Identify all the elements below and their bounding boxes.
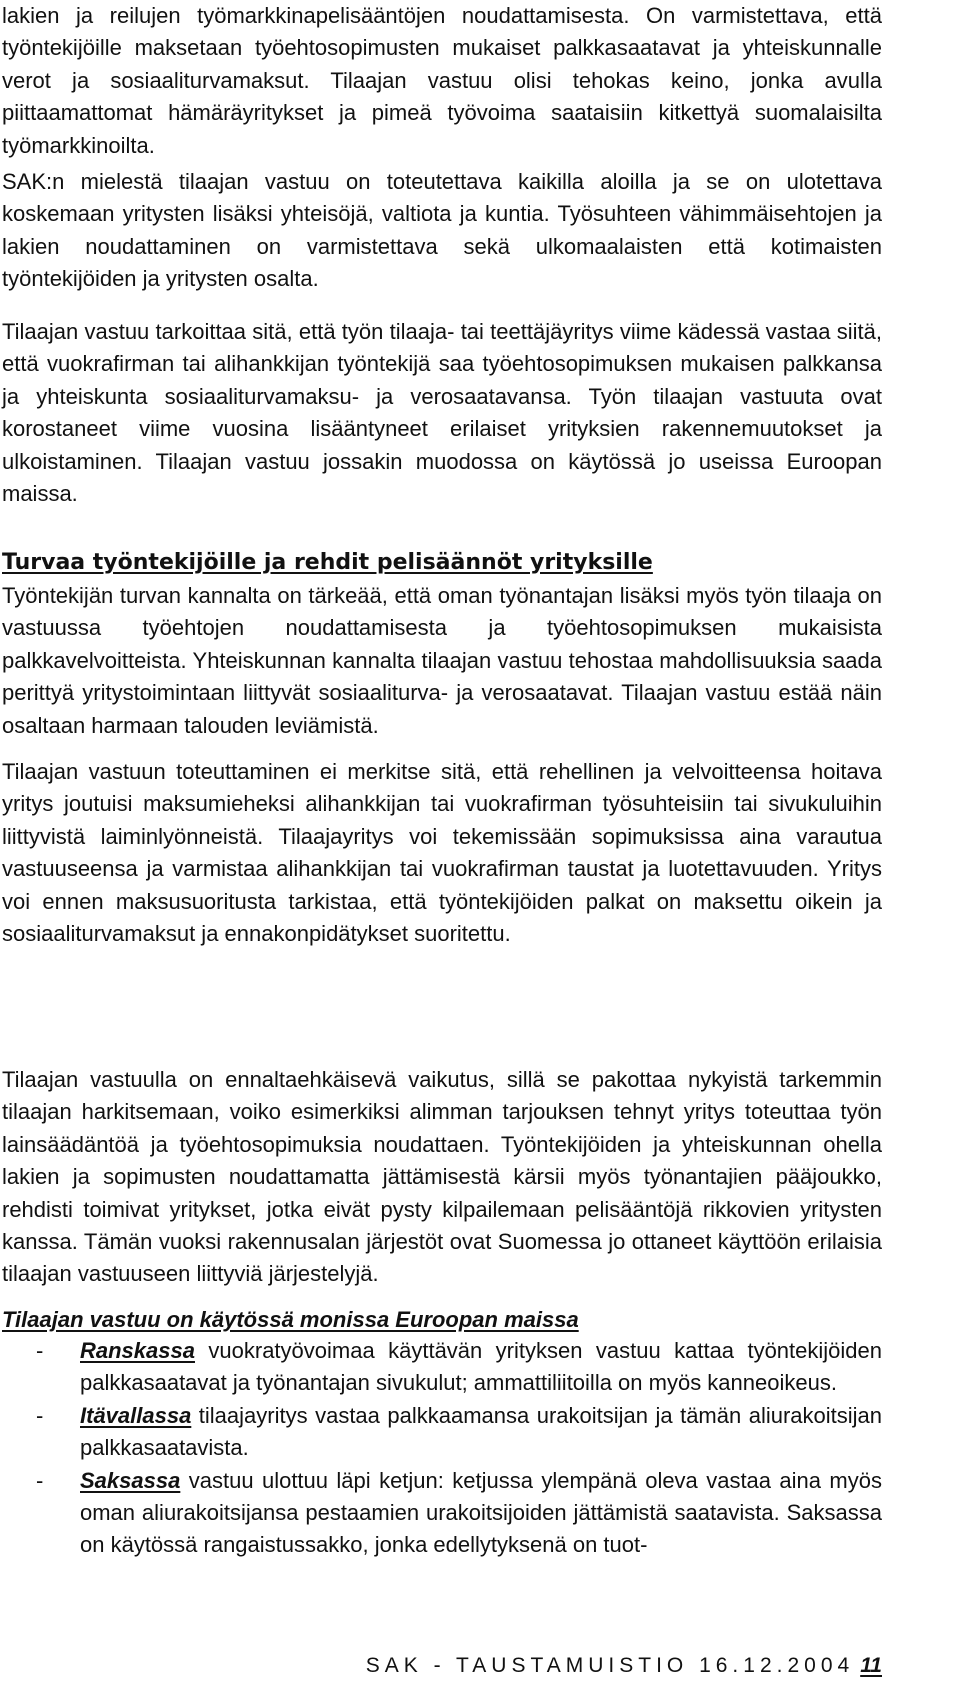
country-name: Ranskassa — [80, 1338, 195, 1363]
country-name: Itävallassa — [80, 1402, 192, 1428]
list-dash: - — [36, 1467, 44, 1493]
section-heading: Turvaa työntekijöille ja rehdit pelisäännöt yrityksille — [2, 550, 653, 575]
intro-paragraph-3: Tilaajan vastuu tarkoittaa sitä, että työn tilaaja- tai teettäjäyritys viime kädessä vastaa siitä, että vuokrafirman tai alihankkijan työntekijä saa työehtosopimuksen mukaisen palkkansa ja yhteiskunta sosiaaliturvamaksu- ja verosaatavansa. Työn tilaajan vastuuta ovat korostaneet viime vuosina lisääntyneet erilaiset yrityksien rakennemuutokset ja ulkoistaminen. Tilaajan vastuu jossakin muodossa on käytössä jo useissa Euroopan maissa. — [2, 319, 882, 507]
intro-paragraph-1: lakien ja reilujen työmarkkinapelisääntöjen noudattamisesta. On varmistettava, että työntekijöille maksetaan työehtosopimusten mukaiset palkkasaatavat ja yhteiskunnalle verot ja sosiaaliturvamaksut. Tilaajan vastuu olisi tehokas keino, jonka avulla piittaamattomat hämäräyritykset ja pimeä työvoima saataisiin kitkettyä suomalaisilta työmarkkinoilta. — [2, 3, 882, 158]
europe-heading: Tilaajan vastuu on käytössä monissa Euroopan maissa — [2, 1307, 579, 1332]
list-item-itavalta — [36, 1400, 882, 1465]
page-number: 11 — [860, 1654, 882, 1677]
list-item-text: tilaajayritys vastaa palkkaamansa urakoitsijan ja tämän aliurakoitsijan palkkasaatavista. — [80, 1402, 882, 1461]
list-dash: - — [36, 1402, 44, 1428]
section-paragraph-3: Tilaajan vastuulla on ennaltaehkäisevä vaikutus, sillä se pakottaa nykyistä tarkemmin tilaajan harkitsemaan, voiko esimerkiksi alimman tarjouksen tehnyt yritys toteuttaa työn lainsäädäntöä ja työehtosopimuksia noudattaen. Työntekijöiden ja yhteiskunnan ohella lakien ja sopimusten noudattamatta jättämisestä kärsii myös työnantajien pääjoukko, rehdisti toimivat yritykset, jotka eivät pysty kilpailemaan pelisääntöjä rikkovien yritysten kanssa. Tämän vuoksi rakennusalan järjestöt ovat Suomessa jo ottaneet käyttöön erilaisia tilaajan vastuuseen liittyviä järjestelyjä. — [2, 1067, 882, 1287]
list-item-text: vastuu ulottuu läpi ketjun: ketjussa ylempänä oleva vastaa aina myös oman aliurakoitsijansa pestaamien urakoitsijoiden jättämistä saatavista. Saksassa on käytössä rangaistussakko, jonka edellytyksenä on tuot- — [80, 1467, 882, 1558]
list-item-saksa — [36, 1465, 882, 1562]
page-footer — [366, 1653, 882, 1679]
footer-label: SAK - TAUSTAMUISTIO 16.12.2004 — [365, 1654, 855, 1677]
country-list — [36, 1335, 882, 1562]
section-paragraph-1: Työntekijän turvan kannalta on tärkeää, että oman työnantajan lisäksi myös työn tilaaja on vastuussa työehtojen noudattamisesta ja työehtosopimuksen mukaisista palkkavelvoitteista. Yhteiskunnan kannalta tilaajan vastuu tehostaa mahdollisuuksia saada perittyä yritystoimintaan liittyvät sosiaaliturva- ja verosaatavat. Tilaajan vastuu estää näin osaltaan harmaan talouden leviämistä. — [2, 583, 882, 738]
country-name: Saksassa — [80, 1467, 181, 1493]
list-item-ranska — [36, 1335, 882, 1400]
intro-paragraph-2: SAK:n mielestä tilaajan vastuu on toteutettava kaikilla aloilla ja se on ulotettava koskemaan yritysten lisäksi yhteisöjä, valtiota ja kuntia. Työsuhteen vähimmäisehtojen ja lakien noudattaminen on varmistettava sekä ulkomaalaisten että kotimaisten työntekijöiden ja yritysten osalta. — [2, 169, 882, 292]
list-item-text: vuokratyövoimaa käyttävän yrityksen vastuu kattaa työntekijöiden palkkasaatavat ja työnantajan sivukulut; ammattiliitoilla on myös kanneoikeus. — [80, 1338, 882, 1396]
section-paragraph-2: Tilaajan vastuun toteuttaminen ei merkitse sitä, että rehellinen ja velvoitteensa hoitava yritys joutuisi maksumieheksi alihankkijan tai vuokrafirman työsuhteisiin tai sivukuluihin liittyvistä laiminlyönneistä. Tilaajayritys voi tekemissään sopimuksissa aina varautua vastuuseensa ja varmistaa alihankkijan tai vuokrafirman taustat ja luotettavuuden. Yritys voi ennen maksusuoritusta tarkistaa, että työntekijöiden palkat on maksettu oikein ja sosiaaliturvamaksut ja ennakonpidätykset suoritettu. — [2, 759, 882, 947]
list-dash: - — [36, 1338, 44, 1363]
